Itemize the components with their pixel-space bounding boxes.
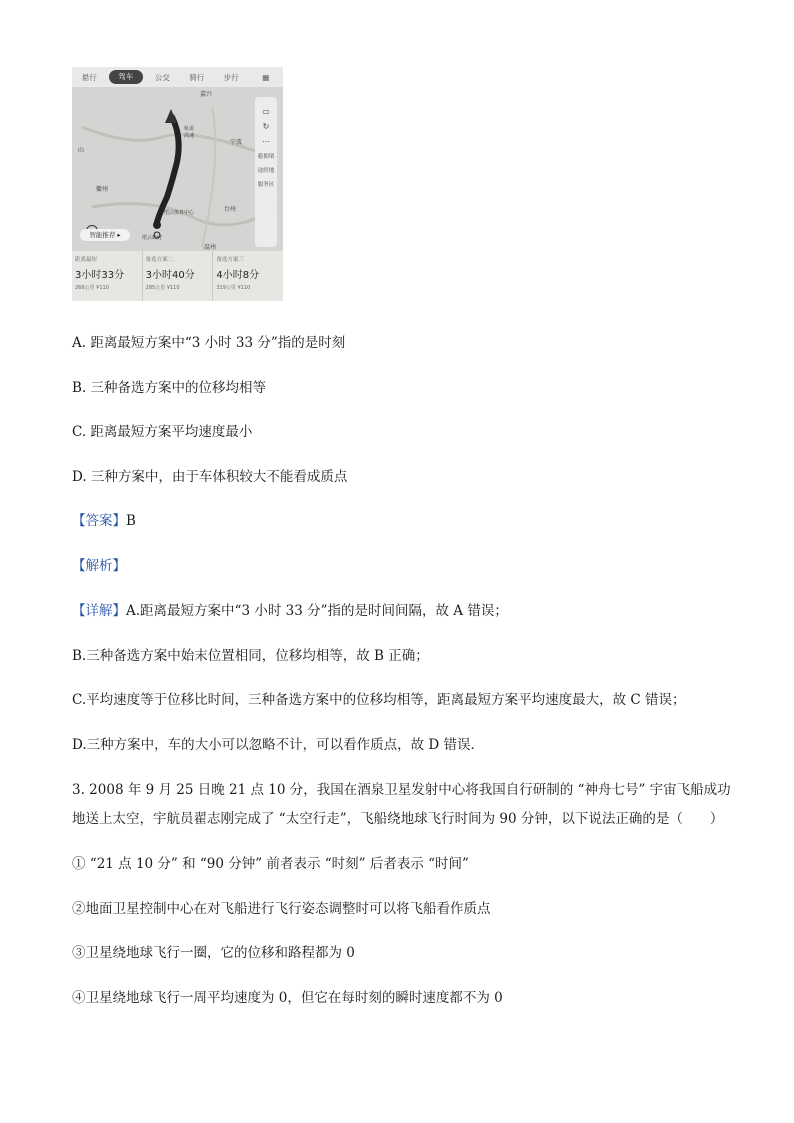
start-arrow-icon (165, 109, 177, 123)
option-b: B. 三种备选方案中的位移均相等 (72, 380, 267, 396)
q3-statement-2: ②地面卫星控制中心在对飞船进行飞行姿态调整时可以将飞船看作质点 (72, 901, 491, 917)
side-service-area: 服务区 (257, 182, 275, 188)
route-svg (72, 87, 283, 251)
q3-statement-4: ④卫星绕地球飞行一周平均速度为 0，但它在每时刻的瞬时速度都不为 0 (72, 990, 503, 1006)
tab-drive: 驾车 (109, 70, 144, 84)
detail-tag: 【详解】 (72, 603, 126, 619)
tab-taxi: 悬行 (81, 72, 97, 82)
side-btn-1: ▭ (262, 107, 270, 116)
plan-3: 备选方案三 4小时8分 319公里 ¥110 (216, 257, 260, 291)
map-side-toolbar (255, 97, 277, 247)
map-label-jiaxing: 嘉兴 (200, 91, 213, 98)
map-canvas (72, 87, 283, 251)
detail-a-text: A.距离最短方案中“3 小时 33 分”指的是时间间隔，故 A 错误； (126, 603, 508, 619)
map-label-wenzhou: 温州 (204, 244, 217, 251)
smart-recommend: 智能推荐 ▸ (80, 229, 130, 241)
map-label-ningbo: 宁波 (230, 139, 243, 146)
map-label-lishui: 缙云政府 (142, 235, 163, 241)
route-line (157, 117, 179, 222)
detail-c: C.平均速度等于位移比时间，三种备选方案中的位移均相等，距离最短方案平均速度最大，故 C 错误； (72, 692, 686, 708)
map-label-hangyong: 杭甬高速 (184, 126, 195, 139)
side-avoid-congestion: 避拥堵 (257, 154, 275, 160)
map-label-center: 缙云体育中心 (164, 210, 195, 216)
q3-stem-line1: 3. 2008 年 9 月 25 日晚 21 点 10 分，我国在酒泉卫星发射中心将我国自行研制的 “神舟七号” 宇宙飞船成功 (72, 782, 731, 798)
map-label-shan: 山 (78, 147, 85, 154)
route-map-figure (72, 67, 283, 301)
tab-bike: 骑行 (189, 72, 205, 82)
answer-line (72, 509, 136, 529)
side-btn-3: ⋯ (262, 137, 270, 146)
q3-statement-1: ① “21 点 10 分” 和 “90 分钟” 前者表示 “时刻” 后者表示 “时间” (72, 856, 469, 872)
map-label-quzhou: 衢州 (96, 186, 109, 193)
side-waypoint: 途经地 (257, 168, 275, 174)
map-mode-tabs (72, 67, 283, 87)
analysis-tag: 【解析】 (72, 558, 126, 574)
answer-value: B (126, 513, 136, 529)
q3-statement-3: ③卫星绕地球飞行一圈，它的位移和路程都为 0 (72, 945, 355, 961)
detail-b: B.三种备选方案中始末位置相同，位移均相等，故 B 正确； (72, 648, 429, 664)
grid-icon: ▦ (262, 72, 270, 82)
route-plans (72, 251, 283, 301)
option-d: D. 三种方案中，由于车体积较大不能看成质点 (72, 469, 348, 485)
answer-tag: 【答案】 (72, 513, 126, 529)
plan-1: 距离最短 3小时33分 266公里 ¥110 (72, 251, 143, 301)
map-label-taizhou: 台州 (224, 206, 237, 213)
detail-a (72, 599, 508, 619)
end-marker-icon (153, 221, 161, 229)
q3-stem-line2: 地送上太空，宇航员翟志刚完成了 “太空行走”，飞船绕地球飞行时间为 90 分钟，以下说法正确的是（ ） (72, 811, 724, 827)
tab-bus: 公交 (154, 72, 170, 82)
plan-2: 备选方案二 3小时40分 285公里 ¥110 (143, 251, 214, 301)
option-a: A. 距离最短方案中“3 小时 33 分”指的是时刻 (72, 335, 346, 351)
option-c: C. 距离最短方案平均速度最小 (72, 424, 253, 440)
detail-d: D.三种方案中，车的大小可以忽略不计，可以看作质点，故 D 错误． (72, 737, 485, 753)
tab-walk: 步行 (223, 72, 239, 82)
side-btn-2: ↻ (262, 122, 270, 131)
